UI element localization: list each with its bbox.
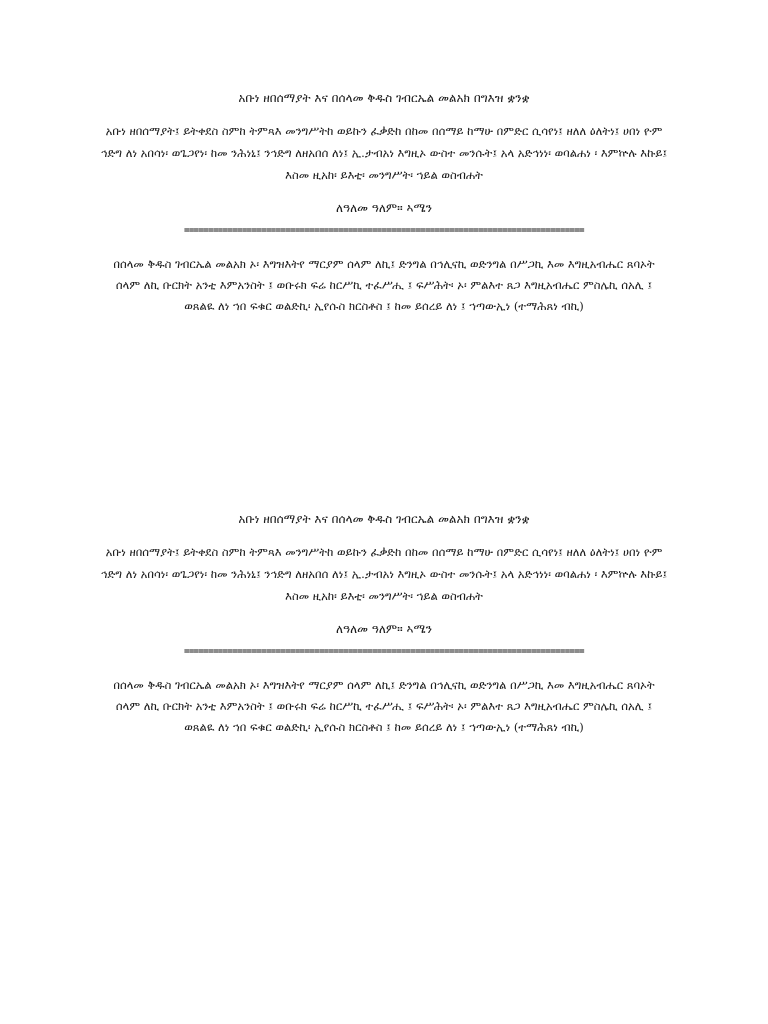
divider-line: =================================================================================== xyxy=(184,226,584,236)
lords-prayer-text: አቡነ ዘበሰማያት፤ ይትቀደስ ስምከ ትምጻእ መንግሥትከ ወይኩን ፈቃድከ በከመ በሰማይ ከማሁ በምድር ሲሳየነ፤ ዘለለ ዕለትነ፤ ሀበነ ዮም ኅድግ ለነ አበሳነ፡ ወጌጋየነ፡ ከመ ንሕነኒ፤ ንኅድግ ለዘአበሰ ለነ፤ ኢ.ታብአነ እግዚኦ ውስተ መንሱት፤ አላ አድኅነነ፡ ወባልሐነ ፡ እምኵሉ እኩይ፤ እስመ ዚአከ፡ ይእቲ፡ መንግሥት፡ ኀይል ወስብሐት xyxy=(100,545,668,603)
hail-mary-text: በሰላመ ቅዱስ ገብርኤል መልአክ ኦ፡ እግዝእትየ ማርያም ሰላም ለኪ፤ ድንግል በኅሊናኪ ወድንግል በሥጋኪ እመ እግዚአብሔር ጸባኦት ሰላም ለኪ ቡርክት አንቲ እምአንስት ፤ ወቡሩክ ፍሬ ከርሥኪ ተፈሥሒ ፤ ፍሥሕት፡ ኦ፡ ምልእተ ጸጋ እግዚአብሔር ምስሌኪ ሰአሊ ፤ ወጸልዪ ለነ ኀበ ፍቁር ወልድኪ፡ ኢየሱስ ክርስቶስ ፤ ከመ ይሰረይ ለነ ፤ ኀጣውኢነ (ተማሕጸነ ብኪ) xyxy=(113,257,655,313)
divider-line: =================================================================================== xyxy=(184,647,584,657)
section-title: አቡነ ዘበሰማያት እና በሰላመ ቅዱስ ገብርኤል መልአክ በግእዝ ቋንቋ xyxy=(238,91,530,105)
amen-line: ለዓለመ ዓለም። ኣሜን xyxy=(335,622,433,636)
lords-prayer-text: አቡነ ዘበሰማያት፤ ይትቀደስ ስምከ ትምጻእ መንግሥትከ ወይኩን ፈቃድከ በከመ በሰማይ ከማሁ በምድር ሲሳየነ፤ ዘለለ ዕለትነ፤ ሀበነ ዮም ኅድግ ለነ አበሳነ፡ ወጌጋየነ፡ ከመ ንሕነኒ፤ ንኅድግ ለዘአበሰ ለነ፤ ኢ.ታብአነ እግዚኦ ውስተ መንሱት፤ አላ አድኅነነ፡ ወባልሐነ ፡ እምኵሉ እኩይ፤ እስመ ዚአከ፡ ይእቲ፡ መንግሥት፡ ኀይል ወስብሐት xyxy=(100,124,668,182)
prayer-section-2 xyxy=(100,511,668,759)
hail-mary-text: በሰላመ ቅዱስ ገብርኤል መልአክ ኦ፡ እግዝእትየ ማርያም ሰላም ለኪ፤ ድንግል በኅሊናኪ ወድንግል በሥጋኪ እመ እግዚአብሔር ጸባኦት ሰላም ለኪ ቡርክት አንቲ እምአንስት ፤ ወቡሩክ ፍሬ ከርሥኪ ተፈሥሒ ፤ ፍሥሕት፡ ኦ፡ ምልእተ ጸጋ እግዚአብሔር ምስሌኪ ሰአሊ ፤ ወጸልዪ ለነ ኀበ ፍቁር ወልድኪ፡ ኢየሱስ ክርስቶስ ፤ ከመ ይሰረይ ለነ ፤ ኀጣውኢነ (ተማሕጸነ ብኪ) xyxy=(113,678,655,734)
section-title: አቡነ ዘበሰማያት እና በሰላመ ቅዱስ ገብርኤል መልአክ በግእዝ ቋንቋ xyxy=(238,512,530,526)
prayer-section-1 xyxy=(100,90,668,338)
amen-line: ለዓለመ ዓለም። ኣሜን xyxy=(335,201,433,215)
